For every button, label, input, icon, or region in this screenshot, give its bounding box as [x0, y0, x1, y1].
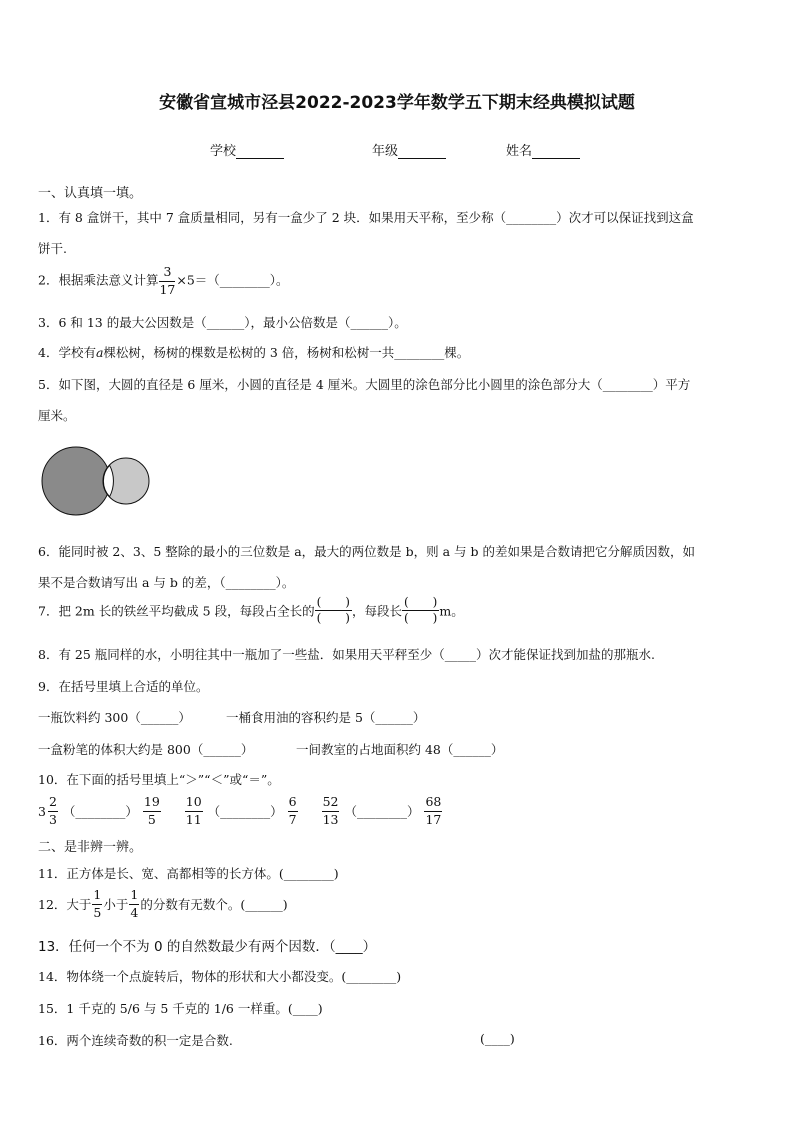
question-4: 4．学校有a棵松树，杨树的棵数是松树的 3 倍，杨树和松树一共________棵。 — [38, 345, 470, 360]
question-9-d: 一间教室的占地面积约 48（______） — [296, 742, 504, 757]
question-15: 15．1 千克的 5/6 与 5 千克的 1/6 一样重。(____) — [38, 1001, 323, 1016]
question-12: 12．大于 $\frac{1}{5}$ 小于 $\frac{1}{4}$ 的分数有无数个。(______) — [38, 887, 288, 920]
fraction-blank[interactable]: ( ) ( ) — [316, 595, 350, 626]
section-heading-1: 一、认真填一填。 — [38, 186, 143, 201]
question-7: 7．把 2m 长的铁丝平均截成 5 段，每段占全长的 ( ) ( ) ，每段长 ( ) ( ) m。 — [38, 595, 464, 626]
grade-blank[interactable] — [398, 146, 446, 159]
question-9-a: 一瓶饮料约 300（______） — [38, 710, 191, 725]
page-title: 安徽省宣城市泾县2022-2023学年数学五下期末经典模拟试题 — [159, 93, 635, 113]
question-5-line-1: 5．如下图，大圆的直径是 6 厘米，小圆的直径是 4 厘米。大圆里的涂色部分比小圆里的涂色部分大（________）平方 — [38, 377, 691, 392]
section-heading-2: 二、是非辨一辨。 — [38, 840, 143, 855]
name-field: 姓名 — [506, 140, 580, 159]
question-13: 13．任何一个不为 0 的自然数最少有两个因数．（____） — [38, 939, 377, 955]
question-2: 2．根据乘法意义计算 $\frac{3}{17}$ ×5＝（________）。 — [38, 264, 289, 297]
question-6-line-2: 果不是合数请写出 a 与 b 的差，（________）。 — [38, 575, 295, 590]
question-10-head: 10．在下面的括号里填上“＞”“＜”或“＝”。 — [38, 772, 280, 787]
question-16-blank: (____) — [480, 1031, 515, 1046]
name-blank[interactable] — [532, 146, 580, 159]
question-8: 8．有 25 瓶同样的水，小明往其中一瓶加了一些盐．如果用天平秤至少（_____）次才能保证找到加盐的那瓶水. — [38, 647, 656, 662]
question-1-line-1: 1．有 8 盒饼干，其中 7 盒质量相同，另有一盒少了 2 块．如果用天平称，至少称（________）次才可以保证找到这盒 — [38, 210, 694, 225]
fraction: $\frac{3}{17}$ — [159, 264, 176, 297]
question-9-head: 9．在括号里填上合适的单位。 — [38, 679, 209, 694]
question-6-line-1: 6．能同时被 2、3、5 整除的最小的三位数是 a，最大的两位数是 b，则 a 与 b 的差如果是合数请把它分解质因数，如 — [38, 544, 696, 559]
question-5-line-2: 厘米。 — [38, 408, 76, 423]
school-field: 学校 — [210, 140, 284, 159]
question-9-c: 一盒粉笔的体积大约是 800（______） — [38, 742, 254, 757]
circles-figure — [38, 446, 158, 518]
mixed-number: 3 $\frac{2}{3}$ — [38, 794, 57, 827]
question-16: 16．两个连续奇数的积一定是合数. — [38, 1033, 233, 1048]
question-3: 3．6 和 13 的最大公因数是（______），最小公倍数是（______）。 — [38, 315, 407, 330]
big-circle — [42, 447, 110, 515]
fraction-blank[interactable]: ( ) ( ) — [404, 595, 438, 626]
question-9-b: 一桶食用油的容积约是 5（______） — [226, 710, 426, 725]
question-10-items: 3 $\frac{2}{3}$ （________） $\frac{19}{5}$ $\frac{10}{11}$ （________） $\frac{6}{7}$ $\frac{52}{13}$ （________） $\frac{68}{17}$ — [38, 794, 442, 827]
question-11: 11．正方体是长、宽、高都相等的长方体。(________) — [38, 866, 339, 881]
question-14: 14．物体绕一个点旋转后，物体的形状和大小都没变。(________) — [38, 969, 402, 984]
school-blank[interactable] — [236, 146, 284, 159]
question-1-line-2: 饼干. — [38, 241, 67, 256]
grade-field: 年级 — [372, 140, 446, 159]
